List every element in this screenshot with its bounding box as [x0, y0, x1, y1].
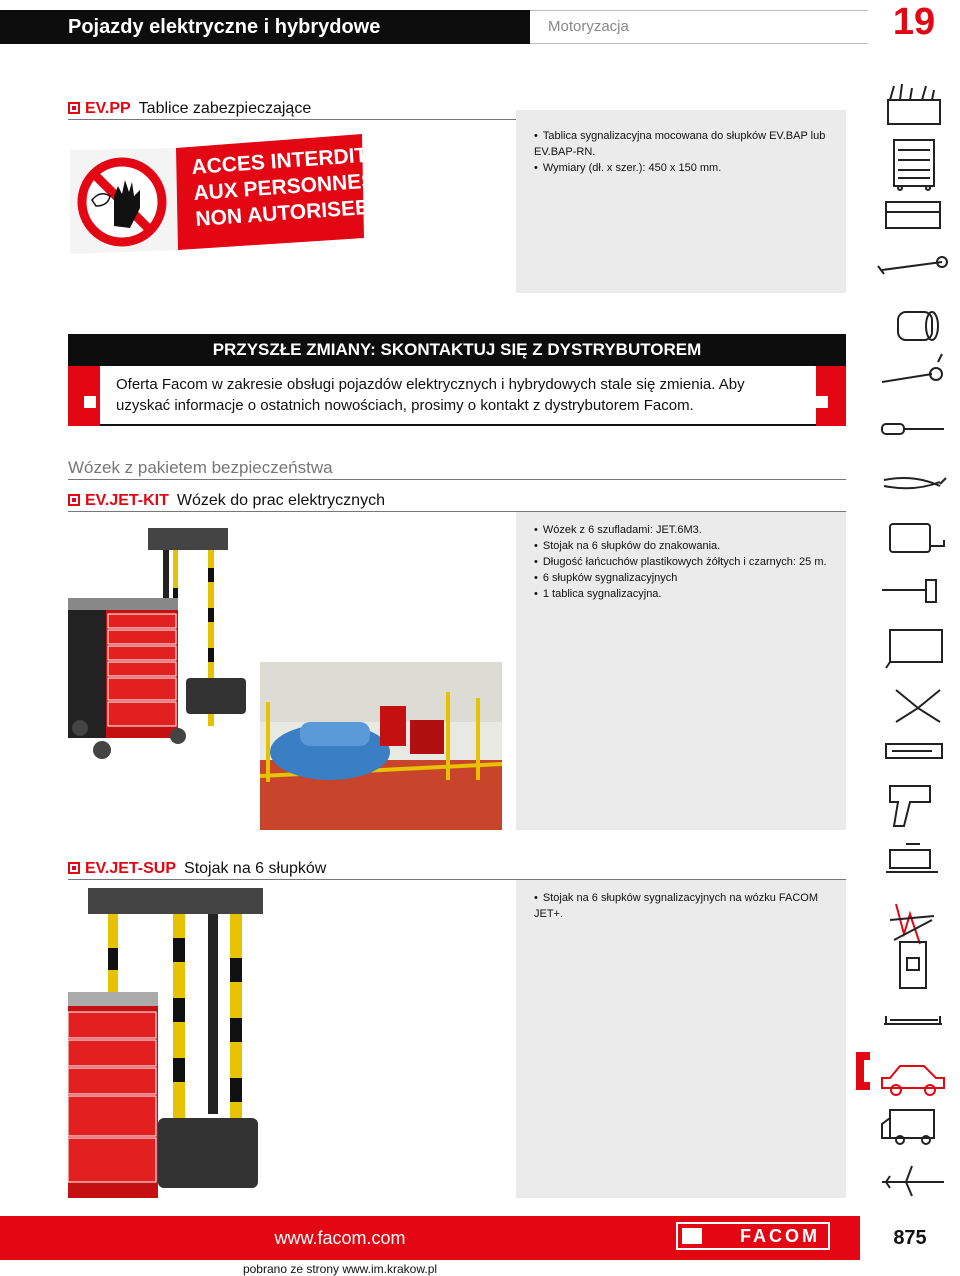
- notice-corner-icon: [84, 396, 96, 408]
- source-note: pobrano ze strony www.im.krakow.pl: [242, 1262, 438, 1276]
- chapter-number: 19: [892, 1, 936, 43]
- section-marker-icon: [68, 862, 80, 874]
- notice-body: Oferta Facom w zakresie obsługi pojazdów elektrycznych i hybrydowych stale się zmienia. Aby uzyskać informacje o ostatnich nowościach, prosimy o kontakt z dystrybutorem Facom.: [100, 366, 816, 426]
- section-marker-icon: [68, 102, 80, 114]
- facom-logo: [676, 1222, 830, 1250]
- facom-logo-icon: [682, 1228, 702, 1244]
- page-number: 875: [860, 1216, 960, 1260]
- spec-panel-sup: [516, 880, 846, 1198]
- socket-icon[interactable]: [898, 312, 938, 340]
- active-category-marker: [856, 1052, 870, 1090]
- torque-wrench-icon[interactable]: [884, 1016, 942, 1024]
- sign-line-2: AUX PERSONNES: [192, 169, 370, 205]
- notice-corner-icon: [816, 396, 828, 408]
- section-header-kit: [68, 490, 846, 512]
- prohibition-sign-image: [70, 132, 370, 254]
- tool-case-icon[interactable]: [886, 202, 940, 228]
- spec-item: • Tablica sygnalizacyjna mocowana do słupków EV.BAP lub EV.BAP-RN.: [534, 128, 846, 160]
- product-code: EV.PP: [85, 100, 131, 117]
- spec-item: • 1 tablica sygnalizacyjna.: [534, 586, 846, 602]
- footer-url-link[interactable]: www.facom.com: [274, 1228, 406, 1248]
- hammer-icon[interactable]: [882, 580, 936, 602]
- product-code: EV.JET-SUP: [85, 860, 177, 877]
- product-title: Tablice zabezpieczające: [138, 100, 312, 117]
- truck-icon[interactable]: [882, 1110, 934, 1144]
- tool-cabinet-icon[interactable]: [894, 140, 934, 190]
- spec-item: • Stojak na 6 słupków do znakowania.: [534, 538, 846, 554]
- screwdriver-icon[interactable]: [882, 424, 944, 434]
- electric-hazard-icon[interactable]: [890, 904, 934, 944]
- measuring-device-icon[interactable]: [886, 744, 942, 758]
- spec-item: • 6 słupków sygnalizacyjnych: [534, 570, 846, 586]
- airplane-icon[interactable]: [882, 1166, 944, 1196]
- group-title: Wózek z pakietem bezpieczeństwa: [68, 458, 846, 480]
- tool-box-icon[interactable]: [888, 84, 940, 124]
- product-title: Stojak na 6 słupków: [184, 860, 327, 877]
- tape-measure-icon[interactable]: [890, 524, 944, 552]
- ratchet-icon[interactable]: [882, 354, 942, 382]
- spec-item: • Stojak na 6 słupków sygnalizacyjnych na wózku FACOM JET+.: [534, 890, 846, 922]
- spec-item: • Długość łańcuchów plastikowych żółtych i czarnych: 25 m.: [534, 554, 846, 570]
- stand-image: [68, 888, 268, 1198]
- section-header-sup: [68, 858, 846, 880]
- product-title: Wózek do prac elektrycznych: [176, 492, 385, 509]
- hacksaw-icon[interactable]: [886, 630, 942, 668]
- vise-icon[interactable]: [886, 844, 938, 872]
- wrench-icon[interactable]: [878, 257, 947, 274]
- pliers-icon[interactable]: [884, 478, 946, 488]
- category-sidebar: [876, 80, 950, 1210]
- spec-item: • Wymiary (dł. x szer.): 450 x 150 mm.: [534, 160, 846, 176]
- section-marker-icon: [68, 494, 80, 506]
- impact-wrench-icon[interactable]: [890, 786, 930, 826]
- sign-line-3: NON AUTORISEES: [194, 194, 370, 231]
- product-code: EV.JET-KIT: [85, 492, 169, 509]
- spec-panel-kit: [516, 512, 846, 830]
- brand-name: FACOM: [740, 1226, 820, 1246]
- chapter-category: Motoryzacja: [530, 10, 868, 44]
- car-icon[interactable]: [882, 1066, 944, 1095]
- cart-kit-image: [68, 528, 258, 762]
- cutting-pliers-icon[interactable]: [896, 690, 940, 722]
- sign-line-1: ACCES INTERDIT: [190, 143, 369, 179]
- workshop-photo: [260, 662, 502, 830]
- spec-panel-pp: [516, 110, 846, 293]
- circuit-breaker-icon[interactable]: [900, 942, 926, 988]
- spec-item: • Wózek z 6 szufladami: JET.6M3.: [534, 522, 846, 538]
- notice-title: PRZYSZŁE ZMIANY: SKONTAKTUJ SIĘ Z DYSTRYBUTOREM: [68, 334, 846, 366]
- section-header-pp: [68, 98, 516, 120]
- chapter-title: Pojazdy elektryczne i hybrydowe: [0, 10, 530, 44]
